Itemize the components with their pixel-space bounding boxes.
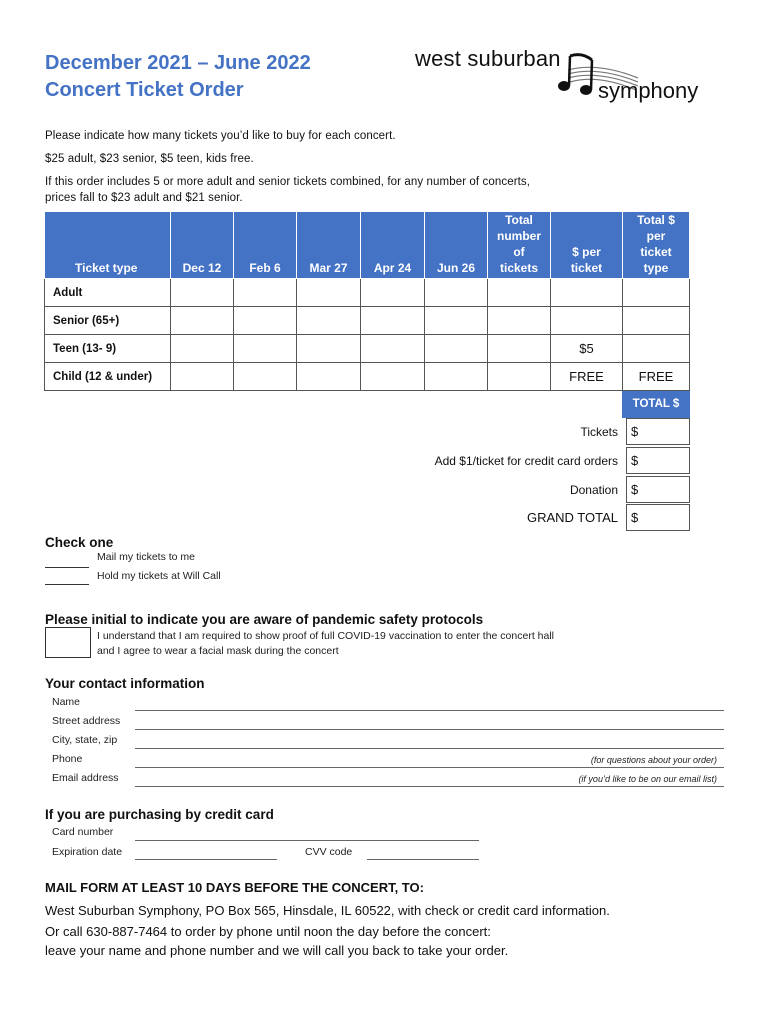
- header-jun-26: Jun 26: [425, 212, 488, 279]
- per-ticket-cell[interactable]: [551, 279, 623, 307]
- qty-cell[interactable]: [361, 279, 425, 307]
- name-label: Name: [52, 696, 81, 708]
- qty-cell[interactable]: [171, 335, 234, 363]
- pandemic-line-1: I understand that I am required to show proof of full COVID-19 vaccination to enter the concert hall: [97, 630, 554, 642]
- expiration-field[interactable]: [135, 859, 277, 860]
- qty-cell[interactable]: [361, 335, 425, 363]
- total-number-cell[interactable]: [488, 363, 551, 391]
- phone-field[interactable]: [135, 767, 724, 768]
- initial-box[interactable]: [45, 627, 91, 658]
- intro-line-3: If this order includes 5 or more adult and senior tickets combined, for any number of concerts,: [45, 176, 531, 188]
- total-number-cell[interactable]: [488, 335, 551, 363]
- qty-cell[interactable]: [361, 307, 425, 335]
- will-call-option-label: Hold my tickets at Will Call: [97, 570, 221, 582]
- header-mar-27: Mar 27: [297, 212, 361, 279]
- credit-heading: If you are purchasing by credit card: [45, 807, 274, 822]
- mail-option-line[interactable]: [45, 567, 89, 568]
- row-label: Senior (65+): [45, 307, 171, 335]
- card-number-label: Card number: [52, 826, 114, 838]
- header-ticket-type: Ticket type: [45, 212, 171, 279]
- email-label: Email address: [52, 772, 119, 784]
- mail-line-2: Or call 630-887-7464 to order by phone until noon the day before the concert:: [45, 924, 491, 939]
- row-label: Adult: [45, 279, 171, 307]
- title-line-1: December 2021 – June 2022: [45, 52, 311, 74]
- totals-label: Add $1/ticket for credit card orders: [434, 453, 618, 468]
- total-cell[interactable]: [623, 335, 690, 363]
- qty-cell[interactable]: [361, 363, 425, 391]
- mail-option-label: Mail my tickets to me: [97, 551, 196, 563]
- intro-line-4: prices fall to $23 adult and $21 senior.: [45, 192, 243, 204]
- table-row-senior: [45, 307, 690, 335]
- logo-text-bottom: symphony: [598, 78, 699, 103]
- tickets-total-field[interactable]: $: [626, 418, 690, 445]
- qty-cell[interactable]: [171, 279, 234, 307]
- title-line-2: Concert Ticket Order: [45, 79, 244, 101]
- total-number-cell[interactable]: [488, 307, 551, 335]
- per-ticket-cell[interactable]: [551, 307, 623, 335]
- will-call-option-line[interactable]: [45, 584, 89, 585]
- qty-cell[interactable]: [425, 335, 488, 363]
- qty-cell[interactable]: [297, 335, 361, 363]
- per-ticket-cell: FREE: [551, 363, 623, 391]
- total-cell[interactable]: [623, 307, 690, 335]
- table-row-adult: [45, 279, 690, 307]
- donation-field[interactable]: $: [626, 476, 690, 503]
- header-dec-12: Dec 12: [171, 212, 234, 279]
- phone-label: Phone: [52, 753, 83, 765]
- per-ticket-cell: $5: [551, 335, 623, 363]
- logo-text-top: west suburban: [415, 46, 561, 71]
- header-feb-6: Feb 6: [234, 212, 297, 279]
- qty-cell[interactable]: [234, 363, 297, 391]
- header-apr-24: Apr 24: [361, 212, 425, 279]
- row-label: Child (12 & under): [45, 363, 171, 391]
- name-field[interactable]: [135, 710, 724, 711]
- totals-row-tickets: [580, 418, 690, 445]
- totals-label: Donation: [569, 482, 618, 497]
- table-row-child: [45, 363, 690, 391]
- qty-cell[interactable]: [234, 279, 297, 307]
- contact-heading: Your contact information: [45, 676, 205, 691]
- table-row-teen: [45, 335, 690, 363]
- card-number-field[interactable]: [135, 840, 479, 841]
- mail-line-1: West Suburban Symphony, PO Box 565, Hinsdale, IL 60522, with check or credit card information.: [45, 903, 610, 918]
- intro-line-2: $25 adult, $23 senior, $5 teen, kids free.: [45, 153, 254, 165]
- totals-row-grand-total: [527, 504, 690, 531]
- header-total-per-type: Total $ per ticket type: [623, 212, 690, 279]
- intro-line-1: Please indicate how many tickets you’d like to buy for each concert.: [45, 130, 396, 142]
- qty-cell[interactable]: [425, 363, 488, 391]
- totals-row-credit-fee: [435, 447, 690, 474]
- totals-section: [300, 418, 690, 534]
- qty-cell[interactable]: [234, 307, 297, 335]
- pandemic-line-2: and I agree to wear a facial mask during the concert: [97, 645, 339, 657]
- cvv-field[interactable]: [367, 859, 479, 860]
- total-header: TOTAL $: [622, 391, 690, 418]
- qty-cell[interactable]: [425, 307, 488, 335]
- page-title: [45, 50, 311, 104]
- header-per-ticket: $ per ticket: [551, 212, 623, 279]
- mail-heading: MAIL FORM AT LEAST 10 DAYS BEFORE THE CONCERT, TO:: [45, 880, 424, 895]
- grand-total-field[interactable]: $: [626, 504, 690, 531]
- total-cell[interactable]: [623, 279, 690, 307]
- header-total-number: Total number of tickets: [488, 212, 551, 279]
- street-label: Street address: [52, 715, 121, 727]
- qty-cell[interactable]: [297, 279, 361, 307]
- phone-hint: (for questions about your order): [590, 755, 717, 765]
- expiration-label: Expiration date: [52, 846, 123, 858]
- table-header-row: [45, 212, 690, 279]
- ticket-table: [44, 211, 690, 391]
- qty-cell[interactable]: [297, 363, 361, 391]
- city-label: City, state, zip: [52, 734, 118, 746]
- total-cell: FREE: [623, 363, 690, 391]
- qty-cell[interactable]: [425, 279, 488, 307]
- qty-cell[interactable]: [171, 363, 234, 391]
- qty-cell[interactable]: [234, 335, 297, 363]
- check-one-heading: Check one: [45, 535, 114, 550]
- qty-cell[interactable]: [171, 307, 234, 335]
- email-hint: (if you’d like to be on our email list): [578, 774, 717, 784]
- pandemic-heading: Please initial to indicate you are aware of pandemic safety protocols: [45, 612, 484, 627]
- cvv-label: CVV code: [305, 846, 353, 858]
- city-field[interactable]: [135, 748, 724, 749]
- total-number-cell[interactable]: [488, 279, 551, 307]
- mail-line-3: leave your name and phone number and we will call you back to take your order.: [45, 943, 509, 958]
- email-field[interactable]: [135, 786, 724, 787]
- qty-cell[interactable]: [297, 307, 361, 335]
- totals-label: Tickets: [580, 424, 618, 439]
- street-field[interactable]: [135, 729, 724, 730]
- totals-row-donation: [570, 476, 690, 503]
- credit-fee-field[interactable]: $: [626, 447, 690, 474]
- row-label: Teen (13- 9): [45, 335, 171, 363]
- totals-label: GRAND TOTAL: [526, 510, 618, 525]
